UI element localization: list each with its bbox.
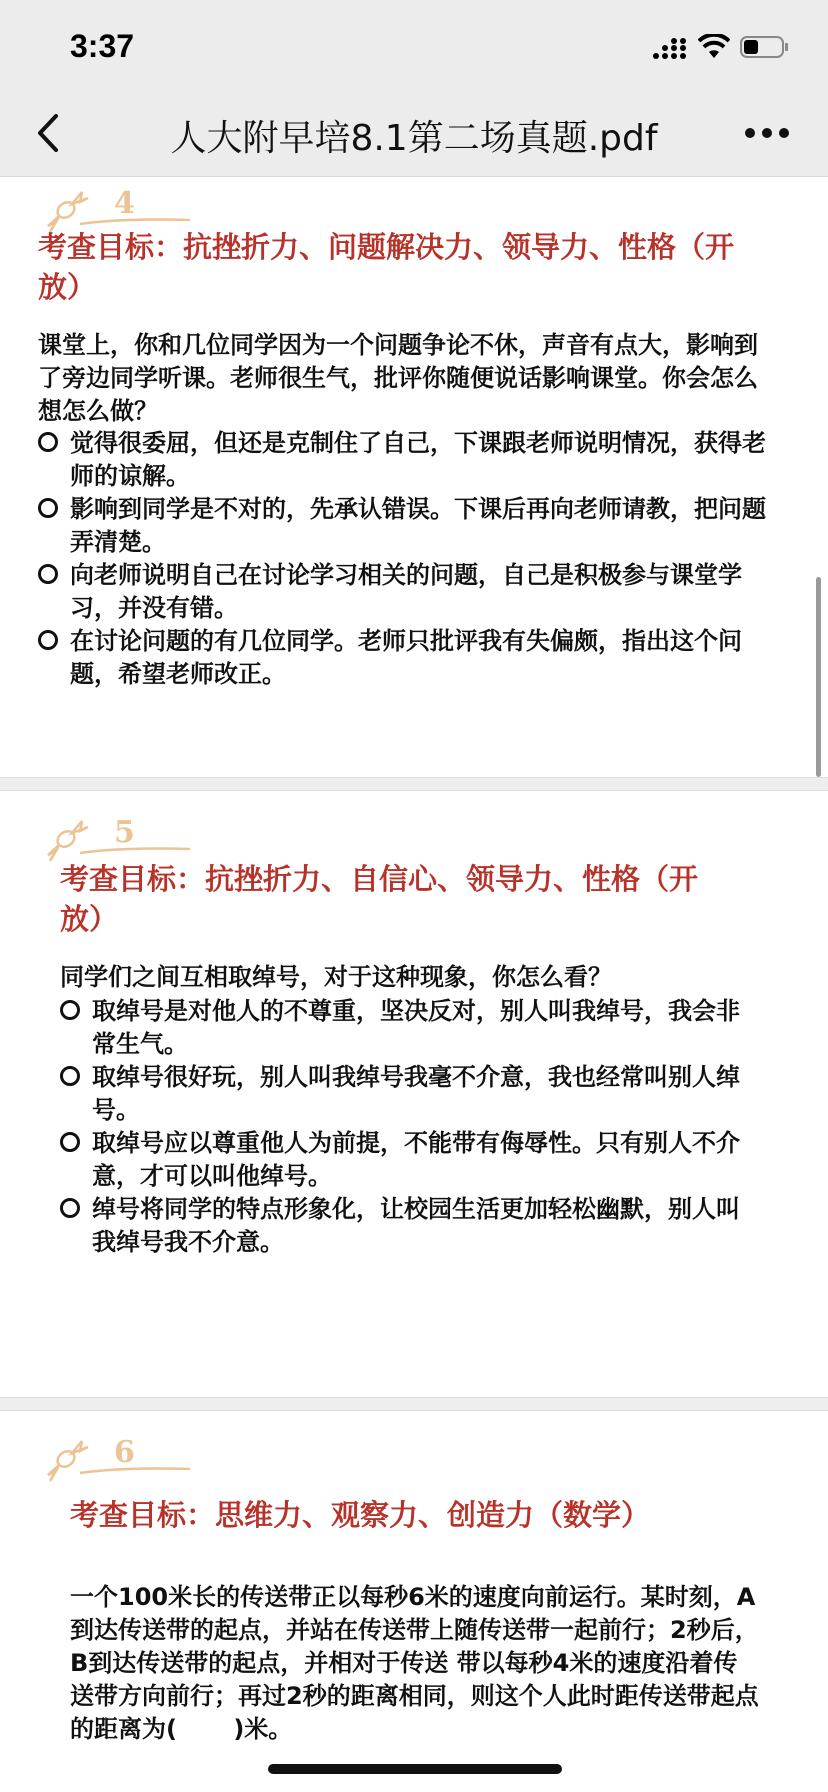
- radio-circle-icon: [60, 1132, 80, 1152]
- status-time: 3:37: [70, 28, 135, 64]
- status-bar: [0, 0, 828, 88]
- back-chevron-icon[interactable]: [30, 108, 70, 158]
- section-goal: 考查目标：思维力、观察力、创造力（数学）: [70, 1498, 651, 1532]
- document-title: 人大附早培8.1第二场真题.pdf: [170, 118, 658, 159]
- radio-circle-icon: [38, 564, 58, 584]
- question-number: 6: [114, 1435, 135, 1470]
- scroll-indicator[interactable]: [816, 577, 821, 777]
- option-item: 向老师说明自己在讨论学习相关的问题，自己是积极参与课堂学习，并没有错。: [38, 559, 778, 625]
- section-goal: 考查目标：抗挫折力、自信心、领导力、性格（开放）: [60, 862, 699, 936]
- radio-circle-icon: [38, 498, 58, 518]
- pdf-page-6: [0, 1411, 828, 1792]
- pdf-page-5: [0, 791, 828, 1397]
- radio-circle-icon: [60, 1000, 80, 1020]
- option-item: 取绰号很好玩，别人叫我绰号我毫不介意，我也经常叫别人绰号。: [60, 1061, 740, 1127]
- nav-bar: [0, 88, 828, 177]
- option-item: 在讨论问题的有几位同学。老师只批评我有失偏颇，指出这个问题，希望老师改正。: [38, 625, 778, 691]
- page-divider: [0, 777, 828, 791]
- option-item: 取绰号是对他人的不尊重，坚决反对，别人叫我绰号，我会非常生气。: [60, 995, 740, 1061]
- option-item: 取绰号应以尊重他人为前提，不能带有侮辱性。只有别人不介意，才可以叫他绰号。: [60, 1127, 740, 1193]
- signal-icon: [652, 38, 686, 60]
- more-dots-icon[interactable]: [744, 126, 790, 140]
- radio-circle-icon: [60, 1066, 80, 1086]
- question-text: 同学们之间互相取绰号，对于这种现象，你怎么看？: [60, 963, 612, 991]
- radio-circle-icon: [60, 1198, 80, 1218]
- pdf-page-4: [0, 177, 828, 777]
- question-badge: [44, 1431, 194, 1491]
- section-goal: 考查目标：抗挫折力、问题解决力、领导力、性格（开放）: [38, 230, 735, 304]
- question-text: 课堂上，你和几位同学因为一个问题争论不休，声音有点大，影响到了旁边同学听课。老师很生气，批评你随便说话影响课堂。你会怎么想怎么做？: [38, 331, 758, 425]
- option-item: 觉得很委屈，但还是克制住了自己，下课跟老师说明情况，获得老师的谅解。: [38, 427, 778, 493]
- question-text: 一个100米长的传送带正以每秒6米的速度向前运行。某时刻，A到达传送带的起点，并站在传送带上随传送带一起前行；2秒后，B到达传送带的起点，并相对于传送 带以每秒4米的速度沿着传送带方向前行；再过2秒的距离相同，则这个人此时距传送带起点的距离为( )米。: [70, 1583, 759, 1743]
- radio-circle-icon: [38, 630, 58, 650]
- wifi-icon: [698, 34, 730, 60]
- radio-circle-icon: [38, 432, 58, 452]
- home-indicator[interactable]: [268, 1764, 562, 1774]
- question-number: 4: [114, 186, 135, 221]
- pdf-content[interactable]: [0, 177, 828, 1792]
- battery-icon: [740, 36, 790, 58]
- question-number: 5: [114, 815, 135, 850]
- page-divider: [0, 1397, 828, 1411]
- option-item: 绰号将同学的特点形象化，让校园生活更加轻松幽默，别人叫我绰号我不介意。: [60, 1193, 740, 1259]
- option-item: 影响到同学是不对的，先承认错误。下课后再向老师请教，把问题弄清楚。: [38, 493, 778, 559]
